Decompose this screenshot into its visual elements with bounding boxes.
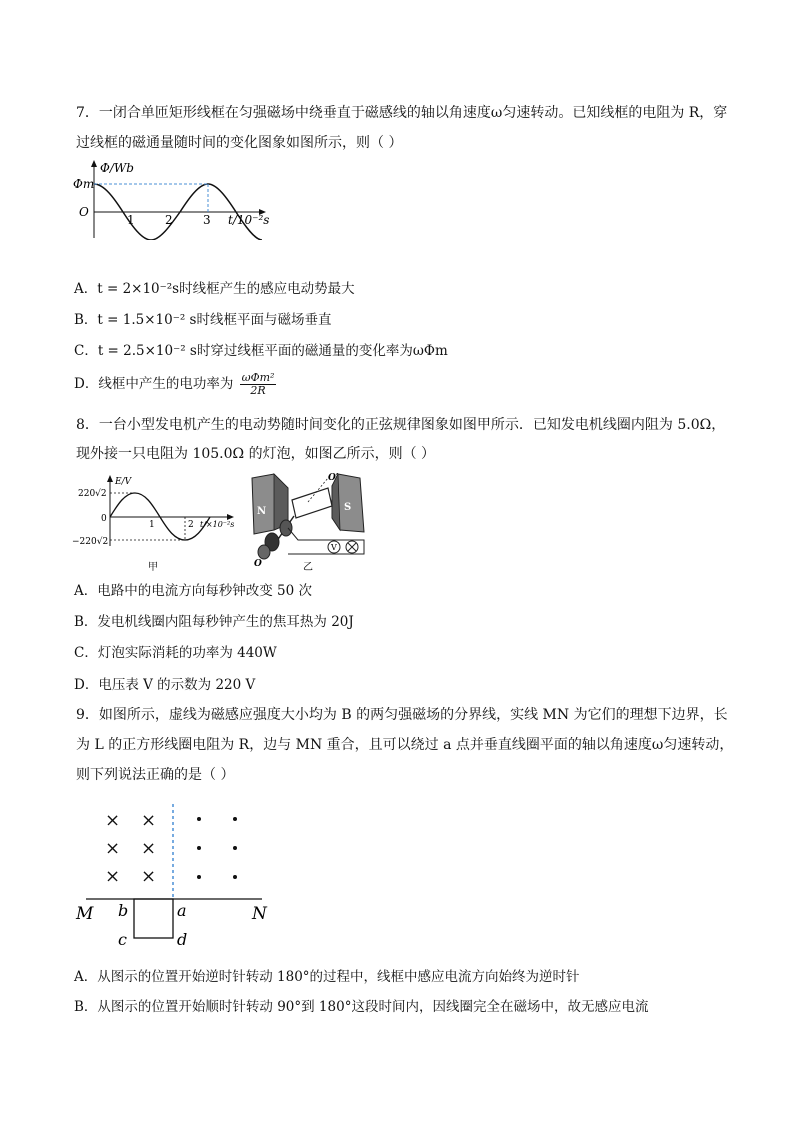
q7-stem-line2: 过线框的磁通量随时间的变化图象如图所示，则（ ） bbox=[76, 135, 403, 151]
svg-text:×: × bbox=[105, 810, 121, 831]
q9-label-n: N bbox=[252, 904, 267, 924]
q8-yi-label-s: S bbox=[344, 502, 352, 513]
q8-option-b[interactable]: B．发电机线圈内阻每秒钟产生的焦耳热为 20J bbox=[74, 614, 354, 630]
q9-label-d: d bbox=[177, 930, 188, 949]
q9-label-b: b bbox=[118, 901, 129, 920]
q7-option-d-text: D．线框中产生的电功率为 bbox=[74, 376, 234, 392]
q8-jia-y-bottom: −220√2 bbox=[72, 537, 109, 547]
q8-option-a[interactable]: A．电路中的电流方向每秒钟改变 50 次 bbox=[74, 583, 313, 599]
svg-text:×: × bbox=[141, 810, 157, 831]
q8-option-d[interactable]: D．电压表 V 的示数为 220 V bbox=[74, 677, 256, 693]
q8-jia-x-tick-2: 2 bbox=[188, 520, 194, 530]
q9-stem-line3: 则下列说法正确的是（ ） bbox=[76, 767, 235, 783]
q9-option-a[interactable]: A．从图示的位置开始逆时针转动 180°的过程中，线框中感应电流方向始终为逆时针 bbox=[74, 969, 580, 985]
q7-origin-label: O bbox=[79, 205, 89, 219]
svg-text:×: × bbox=[141, 838, 157, 859]
q8-jia-x-label: t/×10⁻²s bbox=[200, 520, 235, 529]
q9-option-b[interactable]: B．从图示的位置开始顺时针转动 90°到 180°这段时间内，因线圈完全在磁场中，故无感应电流 bbox=[74, 999, 649, 1015]
q8-stem-line1: 8．一台小型发电机产生的电动势随时间变化的正弦规律图象如图甲所示．已知发电机线圈内阻为 5.0Ω， bbox=[76, 417, 726, 433]
q8-jia-y-top: 220√2 bbox=[78, 489, 107, 499]
q8-yi-label-o: O bbox=[254, 559, 262, 569]
q7-stem-line1: 7．一闭合单匝矩形线框在匀强磁场中绕垂直于磁感线的轴以角速度ω匀速转动。已知线框的电阻为 R，穿 bbox=[76, 105, 728, 121]
q7-x-tick-1: 1 bbox=[127, 213, 135, 227]
q7-x-tick-2: 2 bbox=[165, 213, 173, 227]
q9-magnetic-field-figure bbox=[72, 802, 272, 952]
q9-label-m: M bbox=[76, 904, 94, 924]
q9-stem-line2: 为 L 的正方形线圈电阻为 R，边与 MN 重合，且可以绕过 a 点并垂直线圈平面的轴以角速度ω匀速转动， bbox=[76, 737, 734, 753]
q8-yi-caption: 乙 bbox=[303, 562, 313, 573]
q8-option-c[interactable]: C．灯泡实际消耗的功率为 440W bbox=[74, 645, 277, 661]
q9-stem-line1: 9．如图所示，虚线为磁感应强度大小均为 B 的两匀强磁场的分界线，实线 MN 为它们的理想下边界，长 bbox=[76, 707, 728, 723]
q8-jia-zero: 0 bbox=[101, 514, 107, 524]
svg-text:×: × bbox=[105, 866, 121, 887]
q7-option-d-denominator: 2R bbox=[250, 384, 266, 397]
q8-yi-label-n: N bbox=[257, 506, 267, 517]
q7-option-c[interactable]: C．t = 2.5×10⁻² s时穿过线框平面的磁通量的变化率为ωΦm bbox=[74, 343, 448, 359]
q9-field-into-page-marks bbox=[105, 810, 156, 887]
q8-generator-figure-yi bbox=[248, 470, 368, 574]
q7-y-max-label: Φm bbox=[73, 177, 95, 191]
q8-stem-line2: 现外接一只电阻为 105.0Ω 的灯泡，如图乙所示，则（ ） bbox=[76, 446, 436, 462]
q8-jia-y-label: E/V bbox=[115, 477, 132, 487]
q9-label-a: a bbox=[177, 901, 187, 920]
q7-x-tick-3: 3 bbox=[203, 213, 211, 227]
q9-label-c: c bbox=[118, 930, 127, 949]
q7-flux-graph bbox=[70, 158, 280, 240]
q8-jia-x-tick-1: 1 bbox=[149, 520, 155, 530]
q7-option-a[interactable]: A．t = 2×10⁻²s时线框产生的感应电动势最大 bbox=[74, 281, 355, 297]
svg-text:×: × bbox=[105, 838, 121, 859]
q7-x-label: t/10⁻²s bbox=[228, 213, 270, 227]
q7-y-label: Φ/Wb bbox=[100, 161, 134, 175]
q7-option-b[interactable]: B．t = 1.5×10⁻² s时线框平面与磁场垂直 bbox=[74, 312, 332, 328]
svg-text:×: × bbox=[141, 866, 157, 887]
q7-option-d-numerator: ωΦm² bbox=[241, 371, 275, 384]
q8-jia-caption: 甲 bbox=[148, 562, 158, 573]
q8-emf-graph-jia bbox=[70, 474, 245, 574]
q7-option-d-fraction bbox=[240, 372, 277, 397]
q8-yi-label-v: V bbox=[331, 543, 337, 552]
q9-field-out-of-page-dots bbox=[197, 817, 237, 879]
q8-yi-label-o-prime: O′ bbox=[328, 473, 339, 483]
q9-square-coil bbox=[134, 899, 173, 938]
q7-option-d[interactable] bbox=[74, 372, 276, 397]
